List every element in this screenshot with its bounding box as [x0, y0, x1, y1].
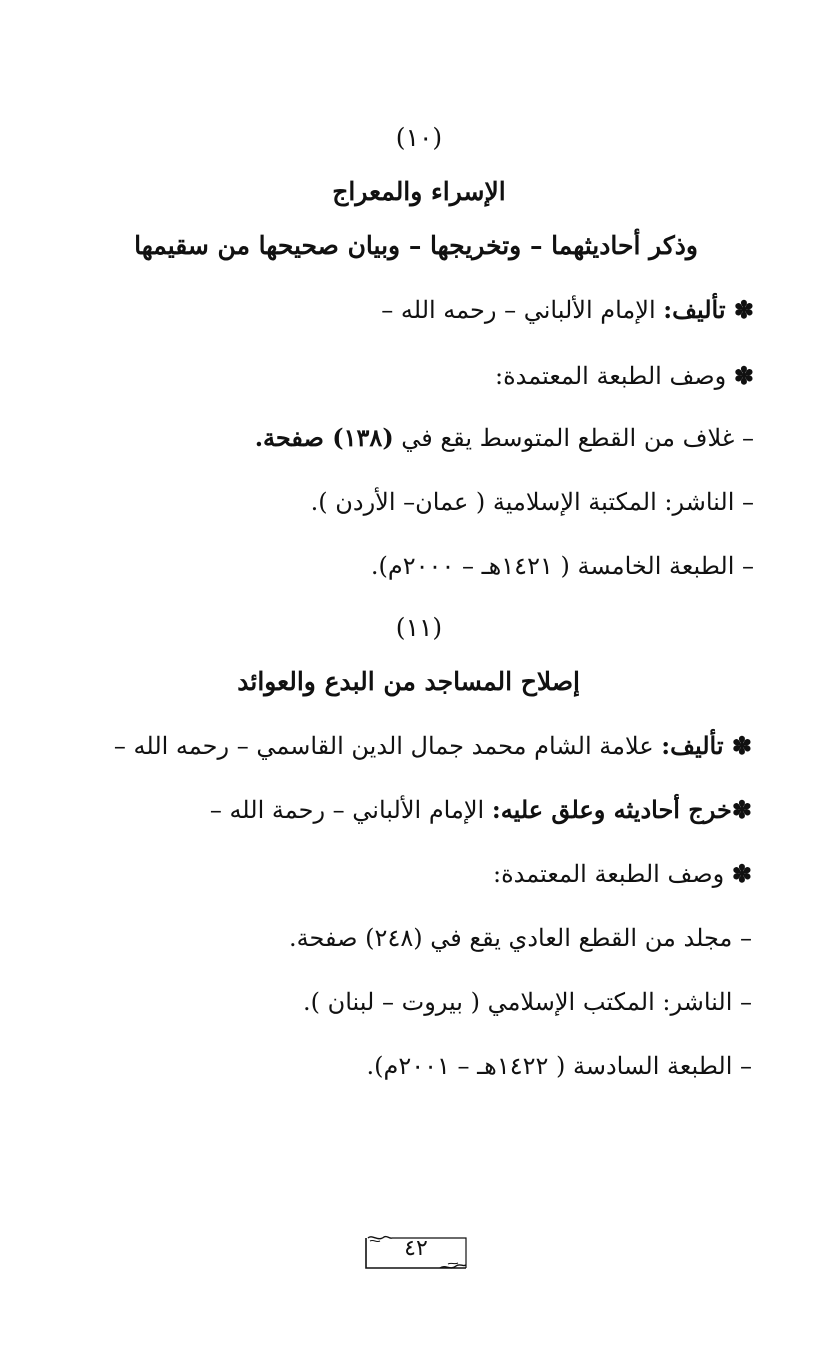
- format-line: [255, 420, 754, 456]
- entry-number: (١٠): [395, 123, 443, 152]
- edition-heading-text: وصف الطبعة المعتمدة:: [495, 362, 734, 390]
- edition-heading-text: وصف الطبعة المعتمدة:: [493, 860, 732, 888]
- format-text: – غلاف من القطع المتوسط يقع في: [393, 424, 754, 452]
- author-text: علامة الشام محمد جمال الدين القاسمي – رحمه الله –: [113, 732, 662, 760]
- format-pages: (١٣٨) صفحة.: [254, 423, 394, 452]
- printing-line: – الطبعة السادسة ( ١٤٢٢هـ – ٢٠٠١م).: [366, 1052, 752, 1080]
- entry-number: (١١): [395, 613, 443, 642]
- author-line: [381, 292, 754, 328]
- author-label: ✽ تأليف:: [663, 295, 754, 324]
- page-number-frame: [362, 1234, 470, 1272]
- entry-title: إصلاح المساجد من البدع والعوائد: [237, 667, 580, 696]
- author-text: الإمام الألباني – رحمه الله –: [381, 296, 664, 324]
- format-line: – مجلد من القطع العادي يقع في (٢٤٨) صفحة.: [289, 924, 752, 952]
- asterisk-marker: ✽: [731, 859, 752, 888]
- entry-title: الإسراء والمعراج: [332, 177, 506, 206]
- edition-heading: [493, 856, 752, 892]
- author-line: [114, 728, 752, 764]
- publisher-line: – الناشر: المكتبة الإسلامية ( عمان– الأردن ).: [310, 488, 754, 516]
- asterisk-marker: ✽: [733, 361, 754, 390]
- publisher-line: – الناشر: المكتب الإسلامي ( بيروت – لبنان ).: [302, 988, 752, 1016]
- verifier-label: ✽خرج أحاديثه وعلق عليه:: [491, 795, 752, 824]
- verifier-line: [210, 792, 752, 828]
- edition-heading: [495, 358, 754, 394]
- verifier-text: الإمام الألباني – رحمة الله –: [209, 796, 492, 824]
- entry-subtitle: وذكر أحاديثهما – وتخريجها – وبيان صحيحها من سقيمها: [134, 231, 698, 260]
- printing-line: – الطبعة الخامسة ( ١٤٢١هـ – ٢٠٠٠م).: [370, 552, 754, 580]
- page-number: ٤٢: [404, 1236, 428, 1261]
- author-label: ✽ تأليف:: [661, 731, 752, 760]
